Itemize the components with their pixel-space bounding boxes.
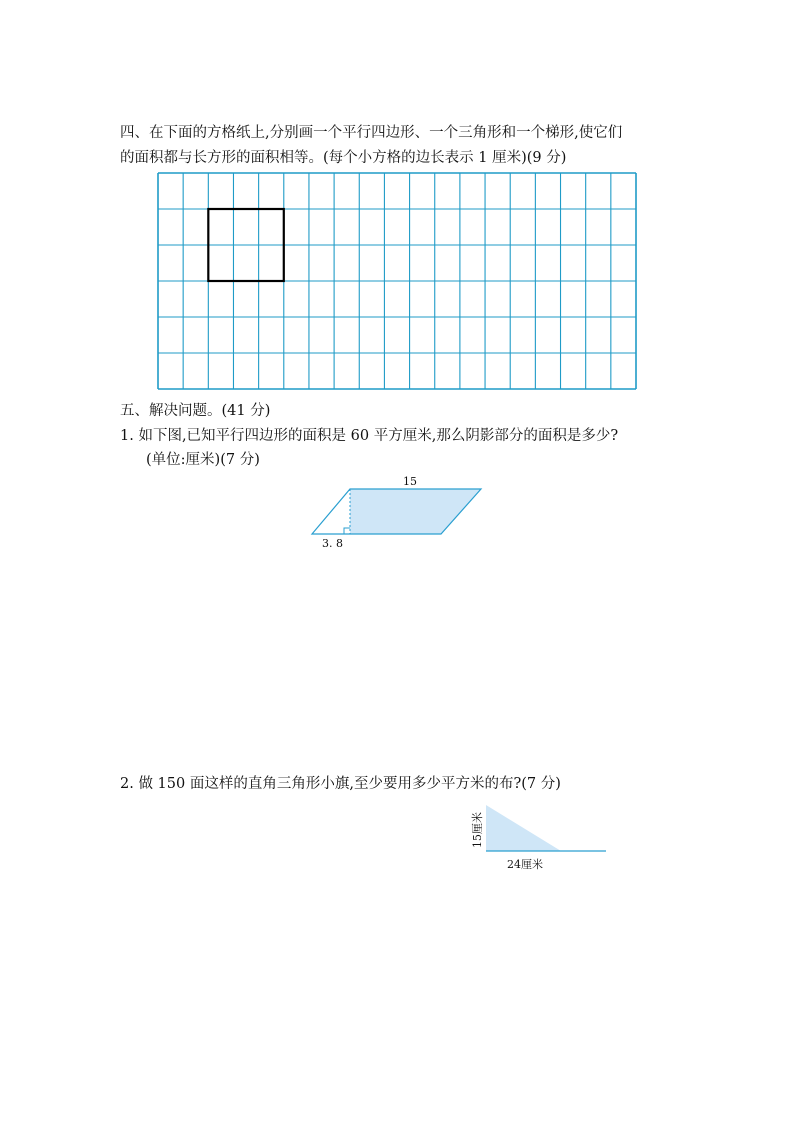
q5-heading: 五、解决问题。(41 分) [120, 403, 271, 419]
parallelogram-figure [312, 475, 481, 550]
q5-2-text-line: 2. 做 150 面这样的直角三角形小旗,至少要用多少平方米的布?(7 分) [120, 776, 561, 792]
q4-text-line2: 的面积都与长方形的面积相等。(每个小方格的边长表示 1 厘米)(9 分) [120, 150, 567, 166]
q5-1-text-line2: (单位:厘米)(7 分) [146, 452, 260, 468]
bottom-length-label: 3. 8 [322, 537, 343, 550]
triangle-flag [486, 805, 561, 851]
q4-text-line1: 四、在下面的方格纸上,分别画一个平行四边形、一个三角形和一个梯形,使它们 [120, 125, 623, 141]
height-label: 15厘米 [471, 812, 484, 848]
top-length-label: 15 [403, 475, 417, 488]
triangle-flag-figure [470, 805, 606, 871]
right-angle-mark [344, 528, 350, 534]
q5-1-text-line1: 1. 如下图,已知平行四边形的面积是 60 平方厘米,那么阴影部分的面积是多少? [120, 428, 619, 444]
base-label: 24厘米 [507, 858, 543, 871]
